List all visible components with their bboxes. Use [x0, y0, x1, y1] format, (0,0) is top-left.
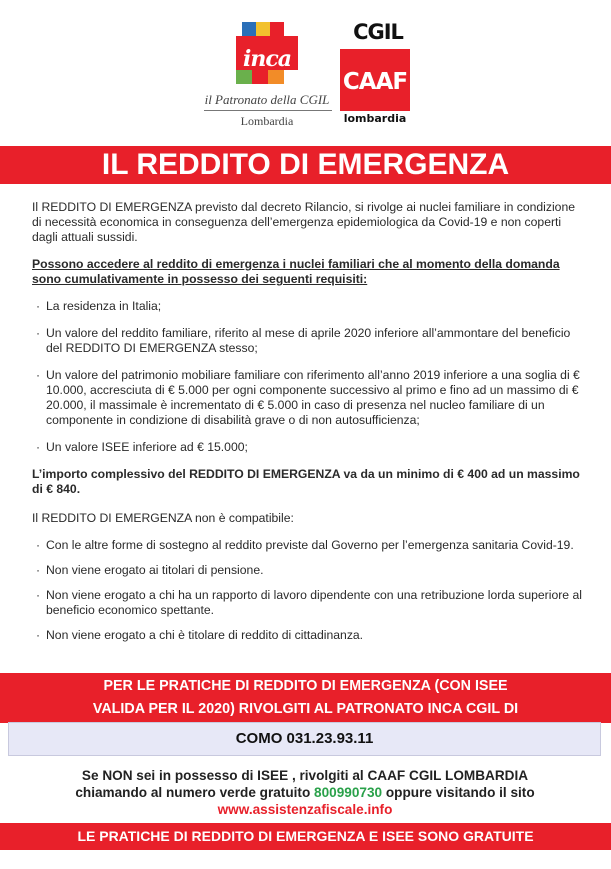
- bullet-icon: ·: [36, 299, 41, 313]
- inca-divider: [204, 110, 332, 111]
- inca-logo: [236, 22, 298, 84]
- cgil-logo-text: CGIL: [353, 20, 403, 44]
- isee-line-1: Se NON sei in possesso di ISEE , rivolgiti al CAAF CGIL LOMBARDIA: [81, 768, 529, 783]
- bullet-icon: ·: [36, 588, 41, 602]
- bullet-icon: ·: [36, 440, 41, 454]
- phone-number: COMO 031.23.93.11: [8, 722, 601, 756]
- intro-paragraph: Il REDDITO DI EMERGENZA previsto dal decreto Rilancio, si rivolge ai nuclei familiare in condizione di necessità economica in conseguenza dell’emergenza epidemiologica da Covid-19 e non coperti dagli attuali sussidi.: [32, 200, 576, 244]
- caaf-logo-text: CAAF: [342, 69, 408, 95]
- bullet-icon: ·: [36, 538, 41, 552]
- bullet-icon: ·: [36, 563, 41, 577]
- inca-subtitle: il Patronato della CGIL: [204, 92, 330, 107]
- requirement-item: · Un valore del reddito familiare, riferito al mese di aprile 2020 inferiore all’ammontare del beneficio del REDDITO DI EMERGENZA stesso;: [36, 326, 571, 355]
- incompatible-heading: Il REDDITO DI EMERGENZA non è compatibile:: [32, 511, 294, 525]
- bullet-icon: ·: [36, 326, 41, 340]
- toll-free-number: 800990730: [314, 785, 383, 800]
- contact-banner-line-1: PER LE PRATICHE DI REDDITO DI EMERGENZA (CON ISEE: [103, 678, 508, 694]
- amount-paragraph: L’importo complessivo del REDDITO DI EMERGENZA va da un minimo di € 400 ad un massimo di € 840.: [32, 467, 580, 496]
- main-content: [32, 200, 582, 653]
- isee-info: [30, 767, 580, 818]
- inca-region: Lombardia: [240, 114, 294, 128]
- requirement-item: · Un valore del patrimonio mobiliare familiare con riferimento all’anno 2019 inferiore a una soglia di € 10.000, accresciuta di € 5.000 per ogni componente successivo al primo e fino ad un massimo di € 20.000, il massimale è incrementato di € 5.000 in caso di presenza nel nucleo familiare di un componente in condizione di disabilità grave o di non autosufficienza;: [36, 368, 580, 427]
- bullet-icon: ·: [36, 628, 41, 642]
- header-logos: [0, 0, 611, 140]
- inca-logo-word: inca: [242, 46, 291, 72]
- caaf-logo: [340, 49, 410, 111]
- page-title: IL REDDITO DI EMERGENZA: [0, 146, 611, 184]
- website-link[interactable]: www.assistenzafiscale.info: [217, 802, 393, 817]
- isee-line-2: chiamando al numero verde gratuito 800990730 oppure visitando il sito: [75, 785, 535, 800]
- incompatibility-item: · Non viene erogato ai titolari di pensione.: [36, 563, 264, 577]
- footer-banner: LE PRATICHE DI REDDITO DI EMERGENZA E ISEE SONO GRATUITE: [0, 823, 611, 850]
- requirement-item: · Un valore ISEE inferiore ad € 15.000;: [36, 440, 248, 454]
- contact-banner-line-2: VALIDA PER IL 2020) RIVOLGITI AL PATRONATO INCA CGIL DI: [92, 701, 519, 717]
- caaf-region: lombardia: [343, 112, 407, 125]
- incompatibility-item: · Con le altre forme di sostegno al reddito previste dal Governo per l’emergenza sanitaria Covid-19.: [36, 538, 574, 552]
- requirement-item: · La residenza in Italia;: [36, 299, 162, 313]
- contact-banner: [0, 673, 611, 723]
- incompatibility-item: · Non viene erogato a chi ha un rapporto di lavoro dipendente con una retribuzione lorda superiore al beneficio economico spettante.: [36, 588, 582, 617]
- incompatibility-item: · Non viene erogato a chi è titolare di reddito di cittadinanza.: [36, 628, 364, 642]
- requirements-heading: Possono accedere al reddito di emergenza i nuclei familiari che al momento della domanda sono cumulativamente in possesso dei seguenti requisiti:: [32, 257, 560, 286]
- bullet-icon: ·: [36, 368, 41, 382]
